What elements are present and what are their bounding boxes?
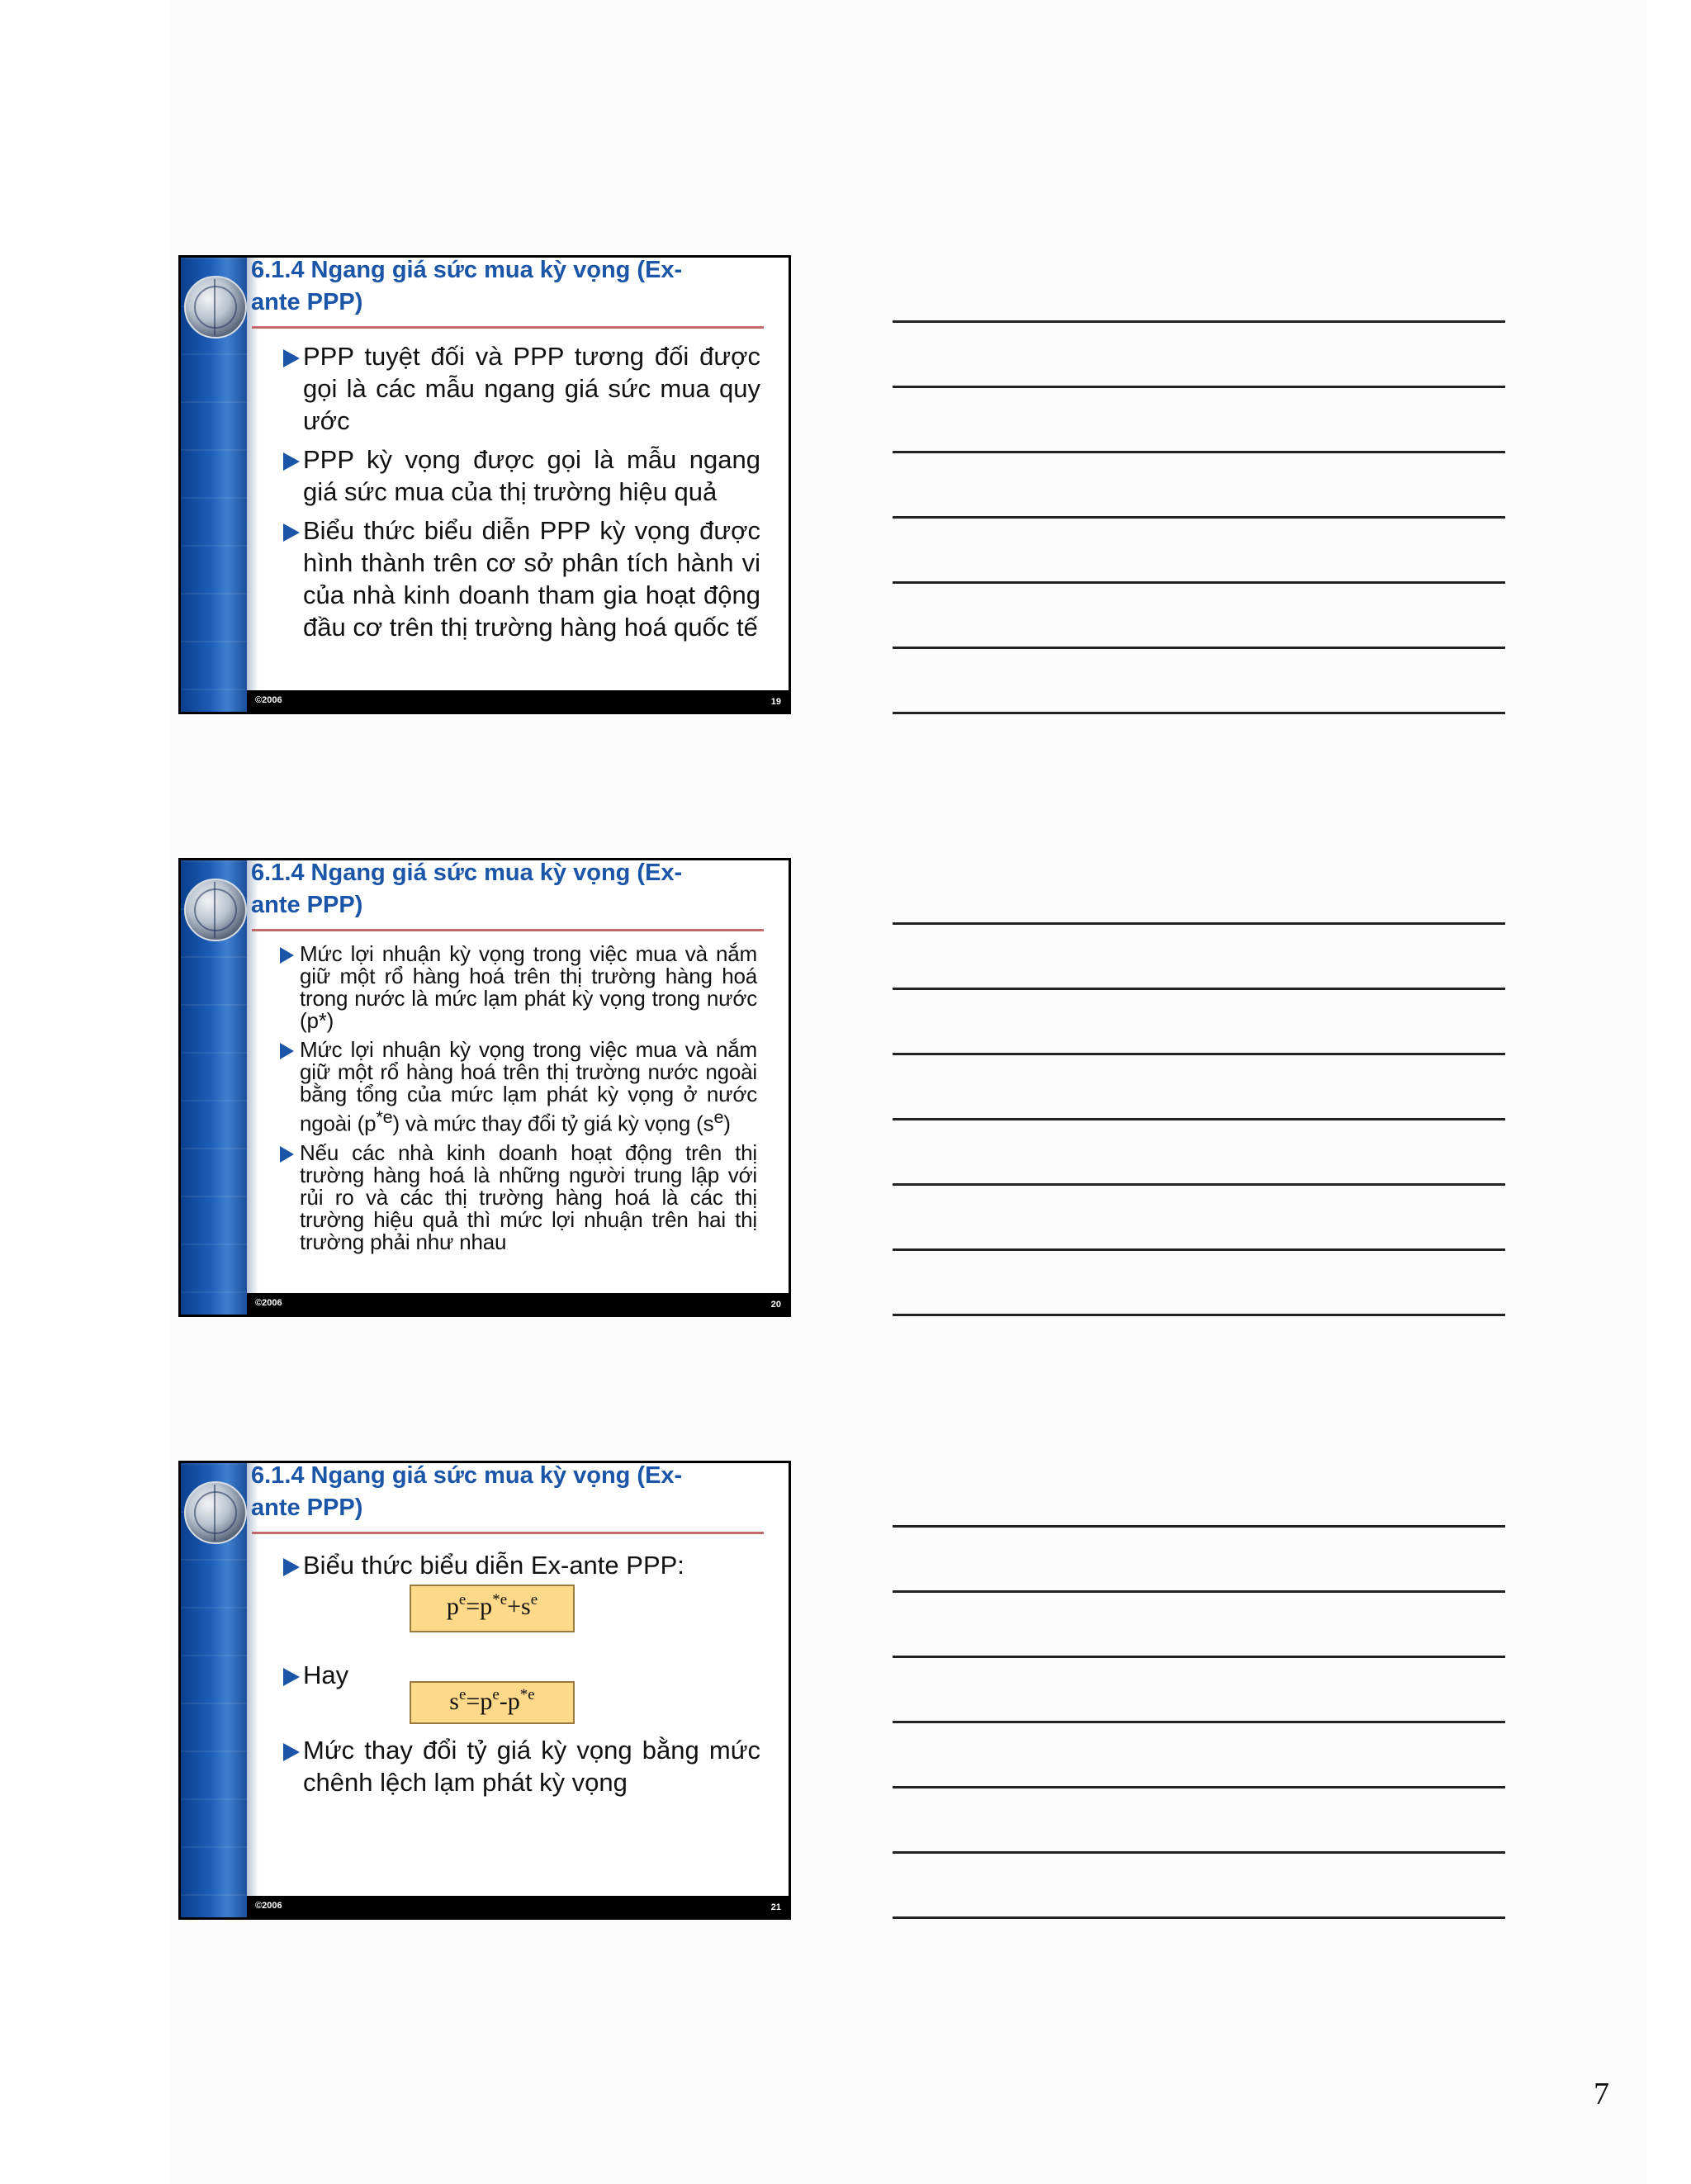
slide-number: 21 bbox=[770, 1902, 781, 1912]
superscript: e bbox=[458, 1591, 467, 1608]
note-line bbox=[893, 1314, 1505, 1316]
superscript: e bbox=[713, 1106, 724, 1127]
note-line bbox=[893, 647, 1505, 649]
note-line bbox=[893, 1916, 1505, 1919]
title-divider bbox=[252, 1532, 764, 1534]
title-divider bbox=[252, 326, 764, 329]
bullet-item: Mức lợi nhuận kỳ vọng trong việc mua và nắm giữ một rổ hàng hoá trên thị trường hàng hoá trong nước là mức lạm phát kỳ vọng trong nước (p*) bbox=[278, 943, 757, 1032]
note-line bbox=[893, 1786, 1505, 1788]
superscript: *e bbox=[376, 1106, 393, 1127]
superscript: e bbox=[458, 1686, 467, 1703]
note-line bbox=[893, 1656, 1505, 1658]
bullet-text: ) bbox=[723, 1111, 731, 1136]
note-line bbox=[893, 581, 1505, 584]
note-line bbox=[893, 451, 1505, 453]
slide-title: 6.1.4 Ngang giá sức mua kỳ vọng (Ex-ante PPP) bbox=[251, 860, 683, 918]
note-line bbox=[893, 1851, 1505, 1854]
note-line bbox=[893, 516, 1505, 519]
slide-body bbox=[278, 936, 757, 1253]
note-line bbox=[893, 1248, 1505, 1251]
slide-footer bbox=[247, 1293, 791, 1315]
note-line bbox=[893, 988, 1505, 990]
note-line bbox=[893, 922, 1505, 925]
note-line bbox=[893, 1053, 1505, 1055]
slide-body bbox=[282, 334, 760, 643]
note-line bbox=[893, 1183, 1505, 1186]
slide-title: 6.1.4 Ngang giá sức mua kỳ vọng (Ex-ante PPP) bbox=[251, 1462, 683, 1521]
bullet-text: Mức lợi nhuận kỳ vọng trong việc mua và nắm giữ một rổ hàng hoá trên thị trường nước ngoài bằng tổng của mức lạm phát kỳ vọng ở nước ngoài (p bbox=[300, 1037, 757, 1136]
formula-part: s bbox=[449, 1688, 459, 1715]
note-line bbox=[893, 1525, 1505, 1528]
formula-box bbox=[410, 1585, 575, 1632]
bullet-item: Biểu thức biểu diễn PPP kỳ vọng được hình thành trên cơ sở phân tích hành vi của nhà kinh doanh tham gia hoạt động đầu cơ trên thị trường hàng hoá quốc tế bbox=[282, 514, 760, 643]
footer-copyright: ©2006 bbox=[255, 1901, 282, 1911]
footer-copyright: ©2006 bbox=[255, 1298, 282, 1308]
note-line bbox=[893, 1118, 1505, 1120]
slide-footer bbox=[247, 690, 791, 712]
formula-part: p bbox=[446, 1593, 459, 1620]
bullet-item bbox=[278, 1039, 757, 1135]
slide-thumbnail bbox=[178, 1461, 791, 1920]
slide-thumbnail bbox=[178, 255, 791, 714]
superscript: *e bbox=[519, 1686, 535, 1703]
bullet-item: Biểu thức biểu diễn Ex-ante PPP: bbox=[282, 1549, 760, 1581]
bullet-item: Hay bbox=[282, 1659, 760, 1691]
globe-icon bbox=[184, 276, 247, 339]
formula-part: =p bbox=[466, 1593, 493, 1620]
note-line bbox=[893, 1590, 1505, 1593]
slide-thumbnail bbox=[178, 858, 791, 1317]
footer-copyright: ©2006 bbox=[255, 695, 282, 705]
superscript: e bbox=[492, 1686, 500, 1703]
formula-part: -p bbox=[499, 1688, 520, 1715]
bullet-item: Nếu các nhà kinh doanh hoạt động trên thị trường hàng hoá là những người trung lập với rủi ro và các thị trường hàng hoá là các thị trường hiệu quả thì mức lợi nhuận trên hai thị trường phải như nhau bbox=[278, 1142, 757, 1253]
superscript: e bbox=[530, 1591, 538, 1608]
slide-number: 20 bbox=[770, 1300, 781, 1310]
note-line bbox=[893, 386, 1505, 388]
globe-icon bbox=[184, 879, 247, 941]
formula-part: +s bbox=[507, 1593, 531, 1620]
bullet-item: Mức thay đổi tỷ giá kỳ vọng bằng mức chênh lệch lạm phát kỳ vọng bbox=[282, 1734, 760, 1798]
bullet-item: PPP kỳ vọng được gọi là mẫu ngang giá sức mua của thị trường hiệu quả bbox=[282, 443, 760, 508]
slide-body bbox=[282, 1539, 760, 1798]
page-number: 7 bbox=[1594, 2077, 1609, 2111]
slide-title: 6.1.4 Ngang giá sức mua kỳ vọng (Ex-ante PPP) bbox=[251, 257, 683, 315]
bullet-item: PPP tuyệt đối và PPP tương đối được gọi là các mẫu ngang giá sức mua quy ước bbox=[282, 340, 760, 437]
formula-part: =p bbox=[466, 1688, 493, 1715]
title-divider bbox=[252, 929, 764, 931]
slide-number: 19 bbox=[770, 697, 781, 707]
globe-icon bbox=[184, 1481, 247, 1544]
note-line bbox=[893, 712, 1505, 714]
note-line bbox=[893, 320, 1505, 323]
note-line bbox=[893, 1721, 1505, 1723]
formula-box bbox=[410, 1681, 575, 1724]
bullet-text: ) và mức thay đổi tỷ giá kỳ vọng (s bbox=[392, 1111, 714, 1136]
slide-footer bbox=[247, 1896, 791, 1917]
superscript: *e bbox=[492, 1591, 508, 1608]
